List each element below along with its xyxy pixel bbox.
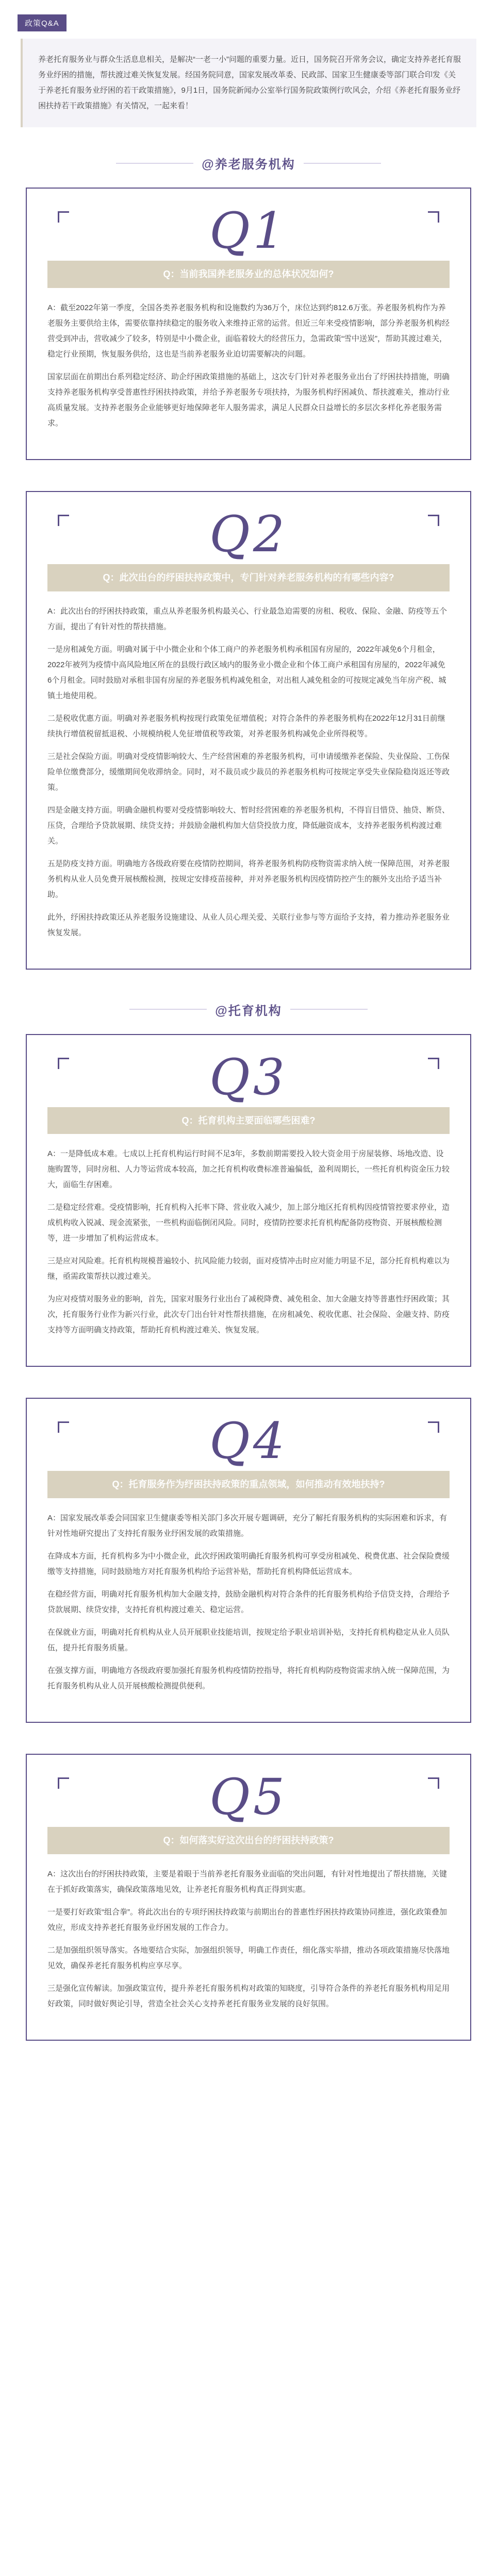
corner-decoration: [428, 1058, 439, 1069]
answer-paragraph: 四是金融支持方面。明确金融机构要对受疫情影响较大、暂时经营困难的养老服务机构，不得盲目惜贷、抽贷、断贷、压贷，合理给予贷款展期、续贷支持；并鼓励金融机构加大信贷投放力度，降低融资成本，支持养老服务机构渡过难关。: [47, 805, 450, 845]
answer-paragraph: 二是稳定经营难。受疫情影响，托育机构入托率下降、营业收入减少，加上部分地区托育机构因疫情管控要求停业，造成机构收入锐减、现金流紧张，一些机构面临倒闭风险。同时，疫情防控要求托育机构配备防疫物资、开展核酸检测等，进一步增加了机构运营成本。: [47, 1203, 450, 1243]
corner-decoration: [428, 1777, 439, 1789]
divider: [116, 163, 193, 164]
corner-decoration: [428, 211, 439, 223]
corner-decoration: [58, 515, 69, 526]
qa-card-q4: [26, 1398, 471, 1723]
answer-paragraph: 三是应对风险难。托育机构规模普遍较小、抗风险能力较弱，面对疫情冲击时应对能力明显不足，部分托育机构难以为继，亟需政策帮扶以渡过难关。: [47, 1257, 450, 1281]
answer-paragraph: 一是房租减免方面。明确对属于中小微企业和个体工商户的养老服务机构承租国有房屋的，2022年减免6个月租金，2022年被列为疫情中高风险地区所在的县级行政区域内的服务业小微企业和个体工商户承租国有房屋的，2022年减免6个月租金。同时鼓励对承租非国有房屋的养老服务机构减免租金，对出租人减免租金的可按规定减免当年房产税、城镇土地使用税。: [47, 645, 446, 700]
answer-paragraph: 为应对疫情对服务业的影响，首先，国家对服务行业出台了减税降费、减免租金、加大金融支持等普惠性纾困政策；其次，托育服务行业作为新兴行业，此次专门出台针对性帮扶措施，在房租减免、税收优惠、社会保险、金融支持、防疫支持等方面明确支持政策，帮助托育机构渡过难关、恢复发展。: [47, 1295, 450, 1335]
answer-paragraph: 一是要打好政策“组合拳”。将此次出台的专项纾困扶持政策与前期出台的普惠性纾困扶持政策协同推进，强化政策叠加效应，形成支持养老托育服务业纾困发展的工作合力。: [47, 1907, 447, 1932]
answer-body: [47, 1867, 450, 2012]
qa-card-q5: [26, 1754, 471, 2041]
top-tag: 政策Q&A: [18, 14, 67, 31]
answer-paragraph: 在稳经营方面，明确对托育服务机构加大金融支持，鼓励金融机构对符合条件的托育服务机构给予信贷支持，合理给予贷款展期、续贷安排，支持托育机构渡过难关、稳定运营。: [47, 1590, 450, 1615]
section-title-elderly: @养老服务机构: [202, 158, 295, 172]
answer-body: [47, 1146, 450, 1338]
qa-card-q1: [26, 188, 471, 460]
corner-decoration: [428, 1421, 439, 1433]
corner-decoration: [58, 211, 69, 223]
answer-paragraph: A：这次出台的纾困扶持政策，主要是着眼于当前养老托育服务业面临的突出问题，有针对性地提出了帮扶措施，关键在于抓好政策落实，确保政策落地见效，让养老托育服务机构真正得到实惠。: [47, 1869, 448, 1894]
corner-decoration: [58, 1421, 69, 1433]
answer-paragraph: 二是税收优惠方面。明确对养老服务机构按现行政策免征增值税；对符合条件的养老服务机构在2022年12月31日前继续执行增值税留抵退税、小规模纳税人免征增值税等政策，对养老服务机构减免企业所得税等。: [47, 714, 445, 738]
question-number: Q3: [209, 1048, 288, 1106]
qa-card-q3: [26, 1034, 471, 1367]
answer-paragraph: 五是防疫支持方面。明确地方各级政府要在疫情防控期间，将养老服务机构防疫物资需求纳入统一保障范围，对养老服务机构从业人员免费开展核酸检测，按规定安排疫苗接种，并对养老服务机构因疫情防控产生的额外支出给予适当补助。: [47, 859, 450, 899]
answer-paragraph: 国家层面在前期出台系列稳定经济、助企纾困政策措施的基础上，这次专门针对养老服务业出台了纾困扶持措施，明确支持养老服务机构享受普惠性纾困扶持政策，并给予养老服务专项扶持，为服务机构纾困减负、帮扶渡难关，推动行业高质量发展。支持养老服务企业能够更好地保障老年人服务需求，满足人民群众日益增长的多层次多样化养老服务需求。: [47, 372, 450, 428]
corner-decoration: [58, 1777, 69, 1789]
answer-body: [47, 604, 450, 941]
divider: [304, 163, 381, 164]
answer-paragraph: A：国家发展改革委会同国家卫生健康委等相关部门多次开展专题调研，充分了解托育服务机构的实际困难和诉求，有针对性地研究提出了支持托育服务业纾困发展的政策措施。: [47, 1514, 448, 1538]
question-bar: Q：托育机构主要面临哪些困难?: [47, 1107, 450, 1134]
corner-decoration: [428, 515, 439, 526]
answer-paragraph: A：截至2022年第一季度，全国各类养老服务机构和设施数约为36万个，床位达到约812.6万张。养老服务机构作为养老服务主要供给主体，需要依靠持续稳定的服务收入来维持正常的运营。但近三年来受疫情影响，部分养老服务机构经营受到冲击，营收减少了较多，特别是中小微企业，面临着较大的经营压力，急需政策“雪中送炭”，帮助其渡过难关，稳定行业预期，恢复服务供给，这也是当前养老服务业迫切需要解决的问题。: [47, 303, 450, 359]
answer-paragraph: 在降成本方面，托育机构多为中小微企业，此次纾困政策明确托育服务机构可享受房租减免、税费优惠、社会保险费缓缴等支持措施，同时鼓励地方对托育服务机构给予运营补贴，帮助托育机构降低运营成本。: [47, 1552, 450, 1577]
question-bar: Q：此次出台的纾困扶持政策中，专门针对养老服务机构的有哪些内容?: [47, 564, 450, 591]
question-number: Q5: [209, 1768, 288, 1826]
answer-paragraph: 三是强化宣传解读。加强政策宣传，提升养老托育服务机构对政策的知晓度，引导符合条件的养老托育服务机构用足用好政策，同时做好舆论引导，营造全社会关心支持养老托育服务业发展的良好氛围。: [47, 1984, 450, 2008]
answer-paragraph: 此外，纾困扶持政策还从养老服务设施建设、从业人员心理关爱、关联行业参与等方面给予支持，着力推动养老服务业恢复发展。: [47, 912, 450, 937]
answer-paragraph: 三是社会保险方面。明确对受疫情影响较大、生产经营困难的养老服务机构，可申请缓缴养老保险、失业保险、工伤保险单位缴费部分，缓缴期间免收滞纳金。同时，对不裁员或少裁员的养老服务机构可按规定享受失业保险稳岗返还等政策。: [47, 752, 450, 792]
question-number: Q2: [209, 505, 288, 563]
question-bar: Q：当前我国养老服务业的总体状况如何?: [47, 261, 450, 288]
intro-box: 养老托育服务业与群众生活息息相关，是解决“一老一小”问题的重要力量。近日，国务院召开常务会议，确定支持养老托育服务业纾困的措施，帮扶渡过难关恢复发展。经国务院同意，国家发展改革委、民政部、国家卫生健康委等部门联合印发《关于养老托育服务业纾困的若干政策措施》，9月1日，国务院新闻办公室举行国务院政策例行吹风会，介绍《养老托育服务业纾困扶持若干政策措施》有关情况，一起来看！: [21, 39, 476, 127]
answer-paragraph: A：一是降低成本难。七成以上托育机构运行时间不足3年，多数前期需要投入较大资金用于房屋装修、场地改造、设施购置等，同时房租、人力等运营成本较高，加之托育机构收费标准普遍偏低，盈利周期长，一些托育机构资金压力较大，面临生存困难。: [47, 1149, 450, 1190]
answer-body: [47, 1511, 450, 1694]
qa-card-q2: [26, 491, 471, 970]
answer-body: [47, 300, 450, 431]
answer-paragraph: A：此次出台的纾困扶持政策，重点从养老服务机构最关心、行业最急迫需要的房租、税收、保险、金融、防疫等五个方面，提出了有针对性的帮扶措施。: [47, 606, 448, 631]
answer-paragraph: 在保就业方面，明确对托育机构从业人员开展职业技能培训，按规定给予职业培训补贴，支持托育机构稳定从业人员队伍，提升托育服务质量。: [47, 1628, 450, 1653]
answer-paragraph: 在强支撑方面，明确地方各级政府要加强托育服务机构疫情防控指导，将托育机构防疫物资需求纳入统一保障范围，为托育服务机构从业人员开展核酸检测提供便利。: [47, 1666, 450, 1691]
question-number: Q1: [209, 202, 288, 260]
section-header-childcare: [0, 1001, 497, 1019]
question-bar: Q：托育服务作为纾困扶持政策的重点领域，如何推动有效地扶持?: [47, 1471, 450, 1498]
section-title-childcare: @托育机构: [215, 1004, 282, 1018]
divider: [290, 1009, 368, 1010]
corner-decoration: [58, 1058, 69, 1069]
divider: [129, 1009, 207, 1010]
question-number: Q4: [209, 1412, 288, 1470]
section-header-elderly: [0, 154, 497, 172]
question-bar: Q：如何落实好这次出台的纾困扶持政策?: [47, 1827, 450, 1854]
answer-paragraph: 二是加强组织领导落实。各地要结合实际，加强组织领导，明确工作责任，细化落实举措，推动各项政策措施尽快落地见效，确保养老托育服务机构应享尽享。: [47, 1945, 450, 1970]
